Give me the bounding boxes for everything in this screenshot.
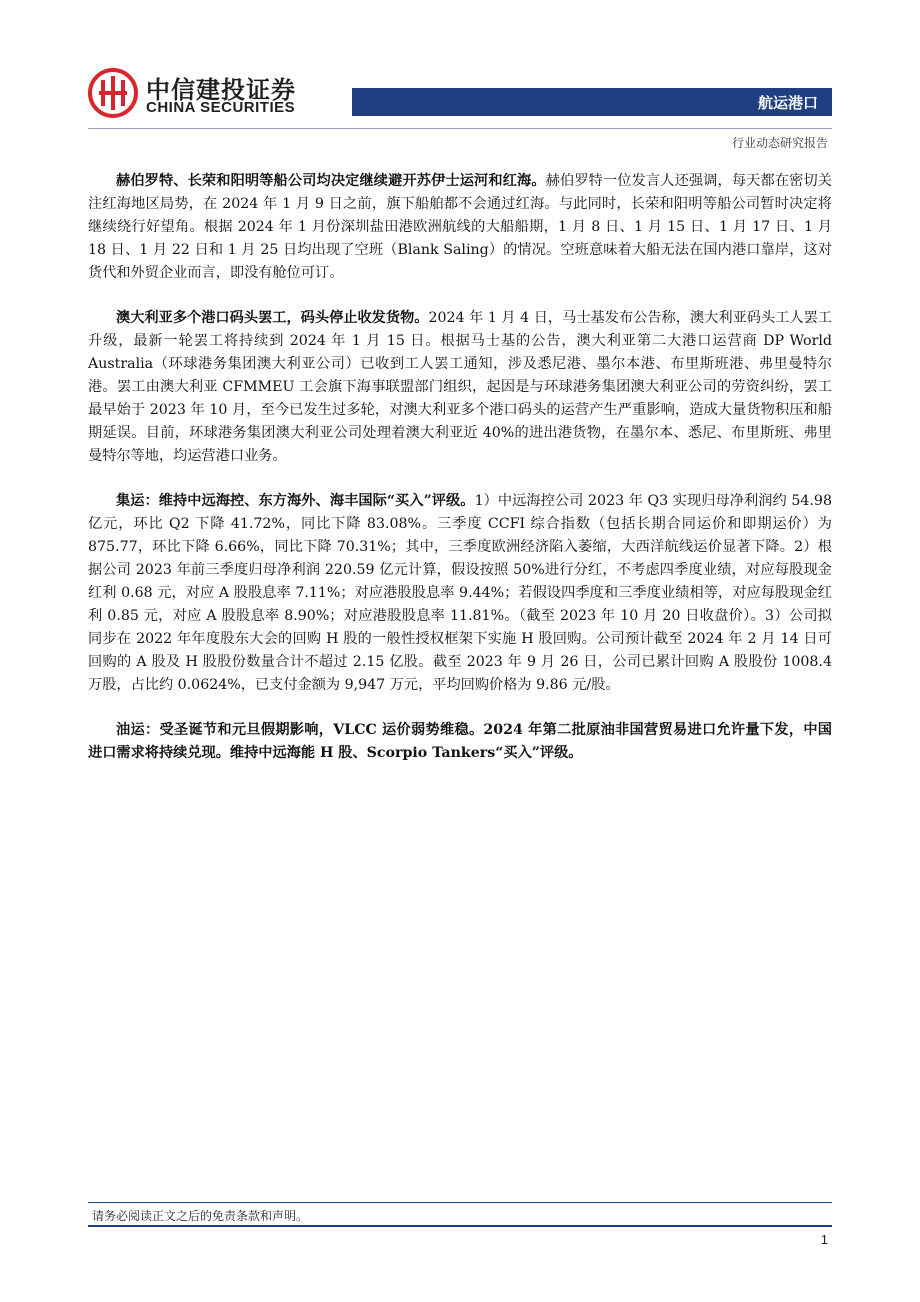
paragraph-text: 赫伯罗特一位发言人还强调，每天都在密切关注红海地区局势，在 2024 年 1 月 9 日之前，旗下船舶都不会通过红海。与此同时，长荣和阳明等船公司暂时决定将继续绕行好望角。根据 2024 年 1 月份深圳盐田港欧洲航线的大船船期，1 月 8 日、1 月 15 日、1 月 17 日、1 月 18 日、1 月 22 日和 1 月 25 日均出现了空班（Blank Saling）的情况。空班意味着大船无法在国内港口靠岸，这对货代和外贸企业而言，即没有舱位可订。 <box>88 173 832 281</box>
footer-divider <box>88 1202 832 1203</box>
paragraph-lead: 集运：维持中远海控、东方海外、海丰国际“买入”评级。 <box>116 493 475 509</box>
paragraph-oil-shipping <box>88 719 832 765</box>
paragraph-lead: 油运：受圣诞节和元旦假期影响，VLCC 运价弱势维稳。2024 年第二批原油非国营贸易进口允许量下发，中国进口需求将持续兑现。维持中远海能 H 股、Scorpio Tankers“买入”评级。 <box>88 722 832 761</box>
paragraph-text: 2024 年 1 月 4 日，马士基发布公告称，澳大利亚码头工人罢工升级，最新一轮罢工将持续到 2024 年 1 月 15 日。根据马士基的公告，澳大利亚第二大港口运营商 DP World Australia（环球港务集团澳大利亚公司）已收到工人罢工通知，涉及悉尼港、墨尔本港、布里斯班港、弗里曼特尔港。罢工由澳大利亚 CFMMEU 工会旗下海事联盟部门组织，起因是与环球港务集团澳大利亚公司的劳资纠纷，罢工最早始于 2023 年 10 月，至今已发生过多轮，对澳大利亚多个港口码头的运营产生严重影响，造成大量货物积压和船期延误。目前，环球港务集团澳大利亚公司处理着澳大利亚近 40%的进出港货物，在墨尔本、悉尼、布里斯班、弗里曼特尔等地，均运营港口业务。 <box>88 310 832 464</box>
paragraph-lead: 赫伯罗特、长荣和阳明等船公司均决定继续避开苏伊士运河和红海。 <box>116 173 546 189</box>
paragraph-red-sea <box>88 170 832 285</box>
brand-name-en: CHINA SECURITIES <box>146 99 296 116</box>
report-type-label: 行业动态研究报告 <box>731 136 828 150</box>
page-header <box>0 0 920 160</box>
paragraph-text: 1）中远海控公司 2023 年 Q3 实现归母净利润约 54.98 亿元，环比 Q2 下降 41.72%，同比下降 83.08%。三季度 CCFI 综合指数（包括长期合同运价和即期运价）为 875.77，环比下降 6.66%，同比下降 70.31%；其中，三季度欧洲经济陷入萎缩，大西洋航线运价显著下降。2）根据公司 2023 年前三季度归母净利润 220.59 亿元计算，假设按照 50%进行分红，不考虑四季度业绩，对应每股现金红利 0.68 元，对应 A 股股息率 7.11%；对应港股股息率 9.44%；若假设四季度和三季度业绩相等，对应每股现金红利 0.85 元，对应 A 股股息率 8.90%；对应港股股息率 11.81%。（截至 2023 年 10 月 20 日收盘价）。3）公司拟同步在 2022 年年度股东大会的回购 H 股的一般性授权框架下实施 H 股回购。公司预计截至 2024 年 2 月 14 日可回购的 A 股及 H 股股份数量合计不超过 2.15 亿股。截至 2023 年 9 月 26 日，公司已累计回购 A 股股份 1008.4 万股，占比约 0.0624%，已支付金额为 9,947 万元，平均回购价格为 9.86 元/股。 <box>88 493 832 693</box>
footer-divider-bold <box>88 1225 832 1227</box>
paragraph-lead: 澳大利亚多个港口码头罢工，码头停止收发货物。 <box>116 310 429 326</box>
page-number: 1 <box>820 1232 828 1247</box>
citic-logo-icon <box>88 68 138 118</box>
paragraph-container-shipping <box>88 490 832 697</box>
paragraph-australia-strike <box>88 307 832 468</box>
section-label: 航运港口 <box>757 94 818 112</box>
disclaimer-note: 请务必阅读正文之后的免责条款和声明。 <box>92 1209 309 1223</box>
header-divider <box>88 128 832 129</box>
brand-name-cn: 中信建投证券 <box>146 76 296 104</box>
brand-logo <box>88 68 318 120</box>
section-banner <box>352 88 832 116</box>
report-body <box>88 170 832 787</box>
